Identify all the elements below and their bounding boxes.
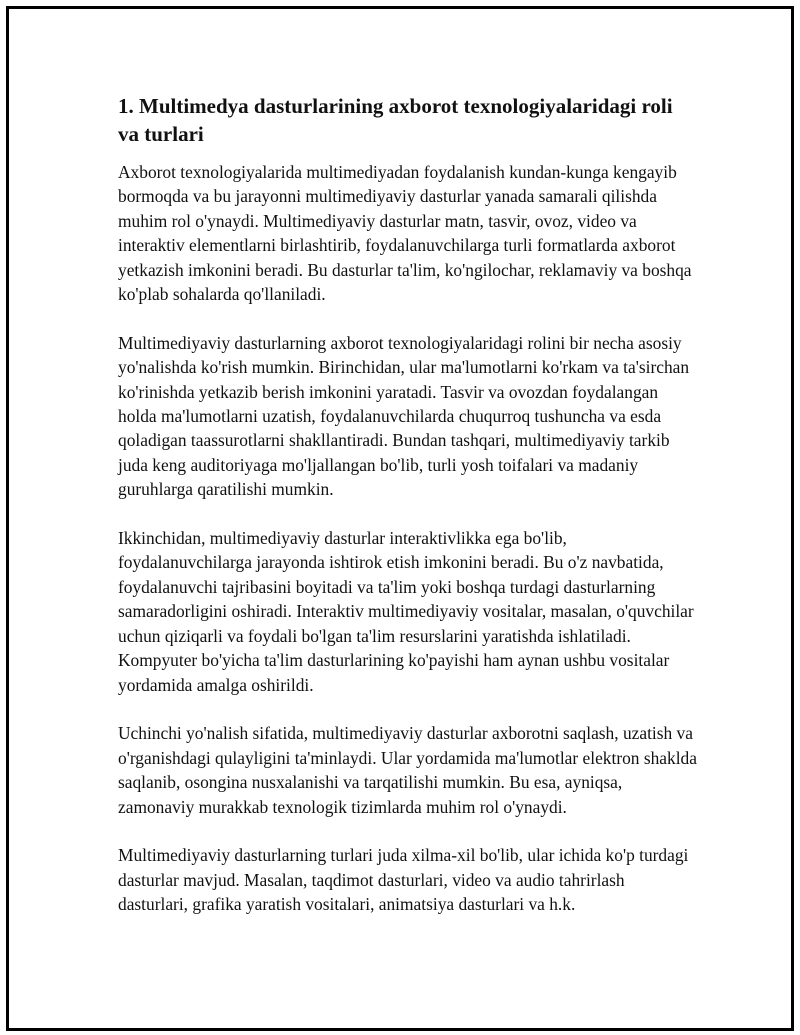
paragraph-3: Ikkinchidan, multimediyaviy dasturlar interaktivlikka ega bo'lib, foydalanuvchilarga jarayonda ishtirok etish imkonini beradi. Bu o'z navbatida, foydalanuvchi tajribasini boyitadi va ta'lim yoki boshqa turdagi dasturlarning samaradorligini oshiradi. Interaktiv multimediyaviy vositalar, masalan, o'quvchilar uchun qiziqarli va foydali bo'lgan ta'lim resurslarini yaratishda ishlatiladi. Kompyuter bo'yicha ta'lim dasturlarining ko'payishi ham aynan ushbu vositalar yordamida amalga oshirildi. (118, 528, 694, 695)
document-body (118, 92, 698, 941)
paragraph-4: Uchinchi yo'nalish sifatida, multimediyaviy dasturlar axborotni saqlash, uzatish va o'rganishdagi qulayligini ta'minlaydi. Ular yordamida ma'lumotlar elektron shaklda saqlanib, osongina nusxalanishi va tarqatilishi mumkin. Bu esa, ayniqsa, zamonaviy murakkab texnologik tizimlarda muhim rol o'ynaydi. (118, 723, 697, 817)
paragraph-1: Axborot texnologiyalarida multimediyadan foydalanish kundan-kunga kengayib bormoqda va bu jarayonni multimediyaviy dasturlar yanada samarali qilishda muhim rol o'ynaydi. Multimediyaviy dasturlar matn, tasvir, ovoz, video va interaktiv elementlarni birlashtirib, foydalanuvchilarga turli formatlarda axborot yetkazish imkonini beradi. Bu dasturlar ta'lim, ko'ngilochar, reklamaviy va boshqa ko'plab sohalarda qo'llaniladi. (118, 162, 692, 305)
document-title: 1. Multimedya dasturlarining axborot texnologiyalaridagi roli va turlari (118, 94, 673, 146)
paragraph-5: Multimediyaviy dasturlarning turlari juda xilma-xil bo'lib, ular ichida ko'p turdagi dasturlar mavjud. Masalan, taqdimot dasturlari, video va audio tahrirlash dasturlari, grafika yaratish vositalari, animatsiya dasturlari va h.k. (118, 845, 689, 915)
paragraph-2: Multimediyaviy dasturlarning axborot texnologiyalaridagi rolini bir necha asosiy yo'nalishda ko'rish mumkin. Birinchidan, ular ma'lumotlarni ko'rkam va ta'sirchan ko'rinishda yetkazib berish imkonini yaratadi. Tasvir va ovozdan foydalangan holda ma'lumotlarni uzatish, foydalanuvchilarda chuqurroq tushuncha va esda qoladigan taassurotlarni shakllantiradi. Bundan tashqari, multimediyaviy tarkib juda keng auditoriyaga mo'ljallangan bo'lib, turli yosh toifalari va madaniy guruhlarga qaratilishi mumkin. (118, 332, 690, 500)
